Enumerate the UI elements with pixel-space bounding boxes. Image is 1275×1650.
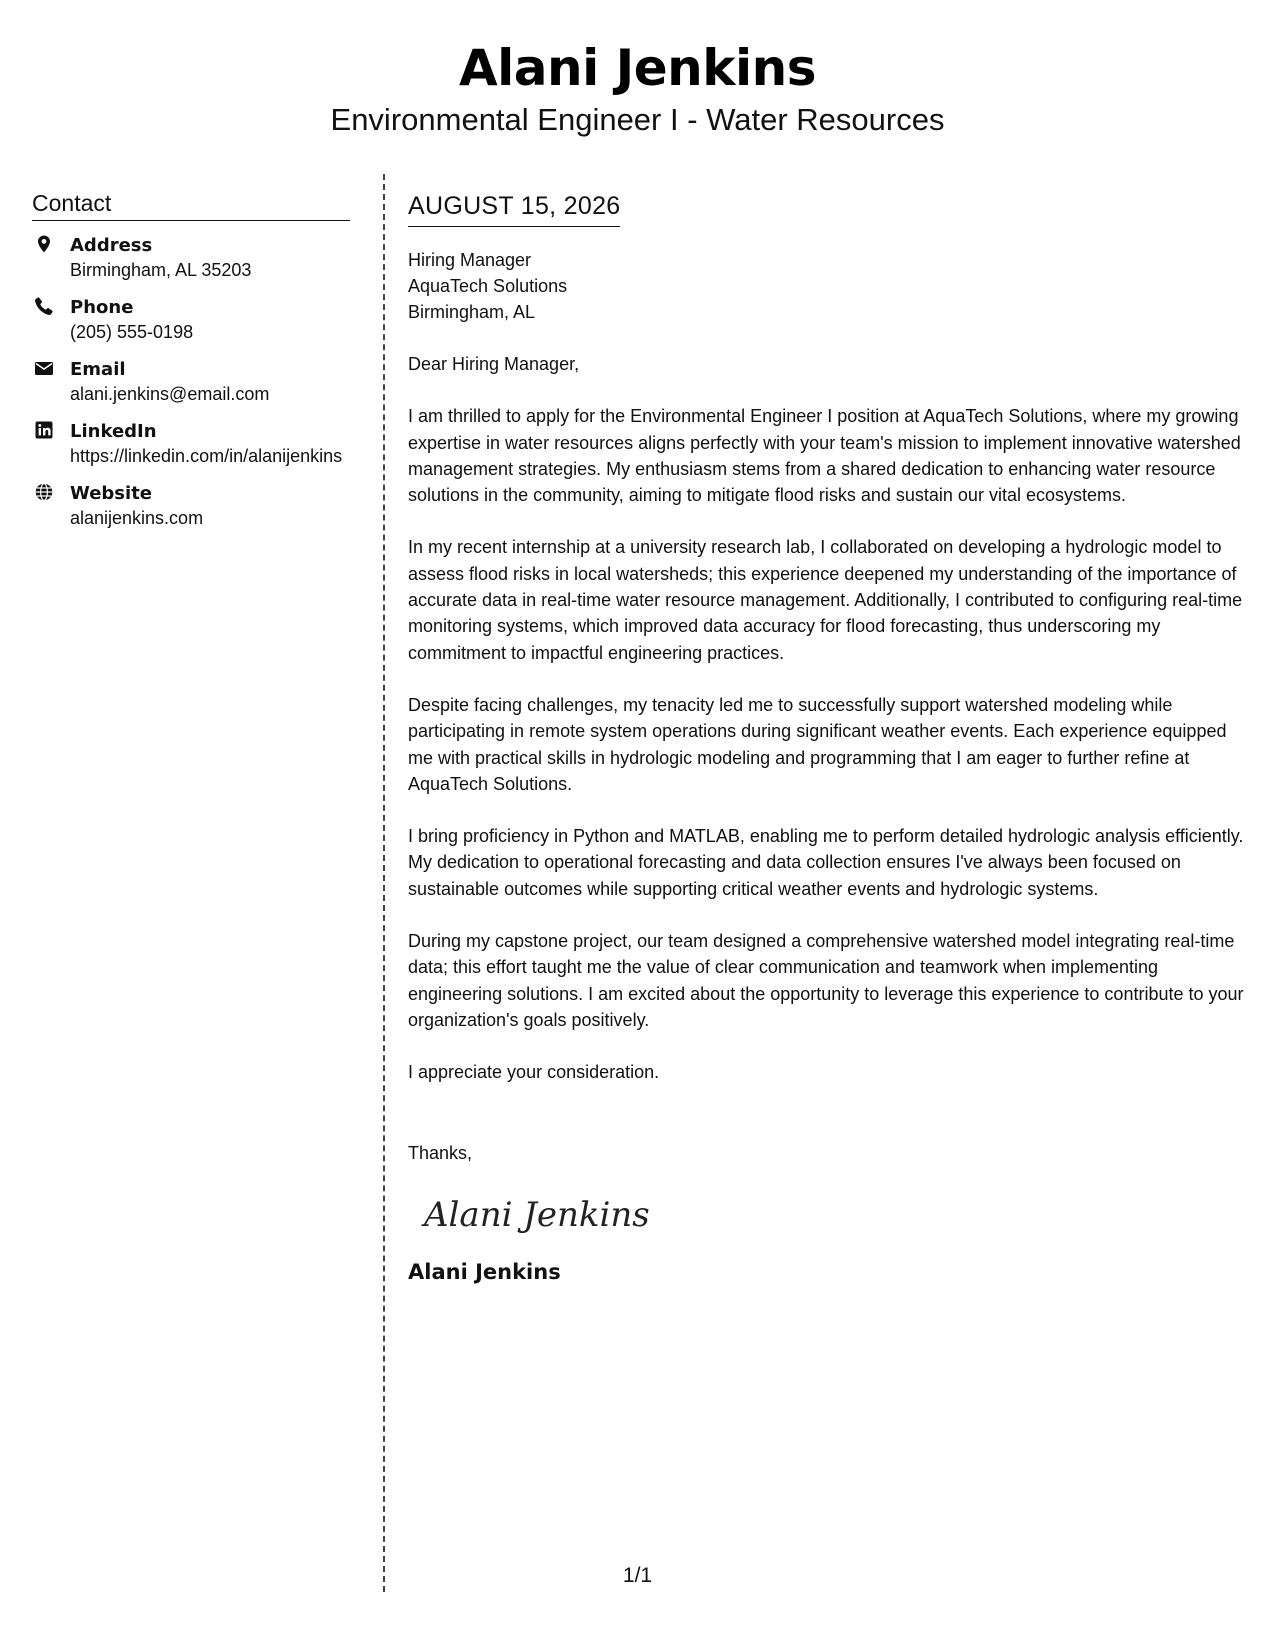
contact-heading: Contact <box>32 188 350 221</box>
page-number: 1/1 <box>622 1564 653 1587</box>
applicant-name: Alani Jenkins <box>458 39 817 97</box>
phone-icon <box>34 296 54 316</box>
contact-list <box>32 233 350 531</box>
location-pin-icon <box>34 234 54 254</box>
contact-label: Phone <box>70 297 134 318</box>
contact-item-website <box>32 481 350 531</box>
closing-line: Thanks, <box>408 1142 473 1163</box>
salutation: Dear Hiring Manager, <box>408 354 580 374</box>
recipient-line: AquaTech Solutions <box>408 276 568 296</box>
contact-value: https://linkedin.com/in/alanijenkins <box>70 446 343 466</box>
contact-label: Address <box>70 235 153 256</box>
contact-item-linkedin <box>32 419 350 469</box>
contact-item-address <box>32 233 350 283</box>
letter-date: AUGUST 15, 2026 <box>408 190 620 227</box>
signature-text: Alani Jenkins <box>424 1194 650 1235</box>
contact-value: Birmingham, AL 35203 <box>70 260 252 280</box>
contact-value: alanijenkins.com <box>70 508 204 528</box>
recipient-block <box>408 247 1246 325</box>
signature-image <box>420 1184 660 1244</box>
contact-sidebar <box>32 188 350 543</box>
signer-name: Alani Jenkins <box>408 1259 561 1284</box>
envelope-icon <box>34 358 54 378</box>
letter-body <box>408 190 1246 1286</box>
body-paragraph: In my recent internship at a university research lab, I collaborated on developing a hydrologic model to assess flood risks in local watersheds; this experience deepened my understanding of the importance of accurate data in real-time water resource management. Additionally, I contributed to configuring real-time monitoring systems, which improved data accuracy for flood forecasting, thus underscoring my commitment to impactful engineering practices. <box>408 537 1243 663</box>
body-paragraph: Despite facing challenges, my tenacity led me to successfully support watershed modeling while participating in remote system operations during significant weather events. Each experience equipped me with practical skills in hydrologic modeling and programming that I am eager to further refine at AquaTech Solutions. <box>408 694 1227 794</box>
contact-item-email <box>32 357 350 407</box>
body-paragraph: I bring proficiency in Python and MATLAB, enabling me to perform detailed hydrologic analysis efficiently. My dedication to operational forecasting and data collection ensures I've always been focused on sustainable outcomes while supporting critical weather events and hydrologic systems. <box>408 826 1244 899</box>
column-divider <box>383 174 385 1592</box>
body-paragraph: I am thrilled to apply for the Environmental Engineer I position at AquaTech Solutions, where my growing expertise in water resources aligns perfectly with your team's mission to implement innovative watershed management strategies. My enthusiasm stems from a shared dedication to enhancing water resource solutions in the community, aiming to mitigate flood risks and sustain our vital ecosystems. <box>408 406 1241 506</box>
contact-label: Website <box>70 483 153 504</box>
linkedin-icon <box>34 420 54 440</box>
appreciation-line: I appreciate your consideration. <box>408 1062 660 1083</box>
contact-label: LinkedIn <box>70 421 157 442</box>
job-title: Environmental Engineer I - Water Resources <box>330 102 945 137</box>
recipient-line: Hiring Manager <box>408 250 532 270</box>
recipient-line: Birmingham, AL <box>408 302 536 322</box>
document-header <box>0 36 1275 140</box>
body-paragraph: During my capstone project, our team designed a comprehensive watershed model integrating real-time data; this effort taught me the value of clear communication and teamwork when implementing engineering solutions. I am excited about the opportunity to leverage this experience to contribute to your organization's goals positively. <box>408 931 1244 1030</box>
contact-value: alani.jenkins@email.com <box>70 384 270 404</box>
contact-label: Email <box>70 359 126 380</box>
contact-item-phone <box>32 295 350 345</box>
contact-value: (205) 555-0198 <box>70 322 194 342</box>
globe-icon <box>34 482 54 502</box>
